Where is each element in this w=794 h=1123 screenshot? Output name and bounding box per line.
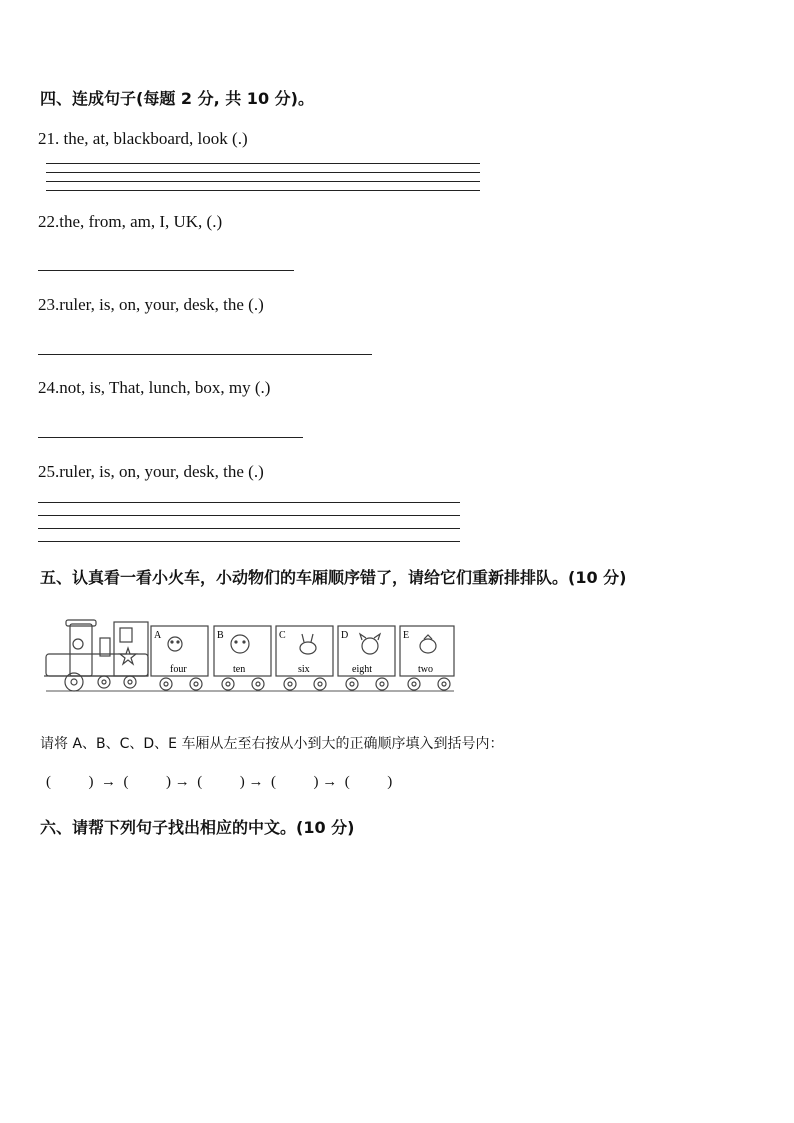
question-22: 22.the, from, am, I, UK, (.) [38, 212, 223, 231]
locomotive-icon [44, 620, 148, 691]
car-c-letter: C [279, 630, 286, 641]
question-25: 25.ruler, is, on, your, desk, the (.) [38, 462, 264, 481]
car-c-word: six [298, 664, 310, 675]
section-4-heading: 四、连成句子(每题 2 分, 共 10 分)。 [40, 89, 314, 108]
answer-line [38, 541, 460, 542]
answer-line [38, 528, 460, 529]
question-24: 24.not, is, That, lunch, box, my (.) [38, 378, 271, 397]
section-6-heading: 六、请帮下列句子找出相应的中文。(10 分) [40, 818, 355, 837]
car-a-letter: A [154, 630, 162, 641]
section-5-instruction: 请将 A、B、C、D、E 车厢从左至右按从小到大的正确顺序填入到括号内： [40, 736, 504, 752]
answer-line [38, 515, 460, 516]
car-d-word: eight [352, 664, 372, 675]
answer-line [46, 163, 480, 164]
answer-line-23 [38, 354, 372, 355]
answer-line-22 [38, 270, 294, 271]
car-b-letter: B [217, 630, 224, 641]
answer-line [38, 502, 460, 503]
car-d-letter: D [341, 630, 349, 641]
question-23: 23.ruler, is, on, your, desk, the (.) [38, 295, 264, 314]
train-illustration [40, 614, 460, 696]
section-5-heading: 五、认真看一看小火车，小动物们的车厢顺序错了，请给它们重新排排队。(10 分) [40, 568, 627, 587]
car-e-letter: E [403, 630, 410, 641]
car-b-word: ten [233, 664, 246, 675]
question-21: 21. the, at, blackboard, look (.) [38, 129, 248, 148]
order-answer-blanks: ( ) → ( ) → ( ) → ( ) → ( ) [46, 774, 393, 790]
answer-line [46, 181, 480, 182]
car-a-word: four [170, 664, 187, 675]
answer-line [46, 172, 480, 173]
answer-line-24 [38, 437, 303, 438]
car-e-word: two [418, 664, 433, 675]
answer-line [46, 190, 480, 191]
